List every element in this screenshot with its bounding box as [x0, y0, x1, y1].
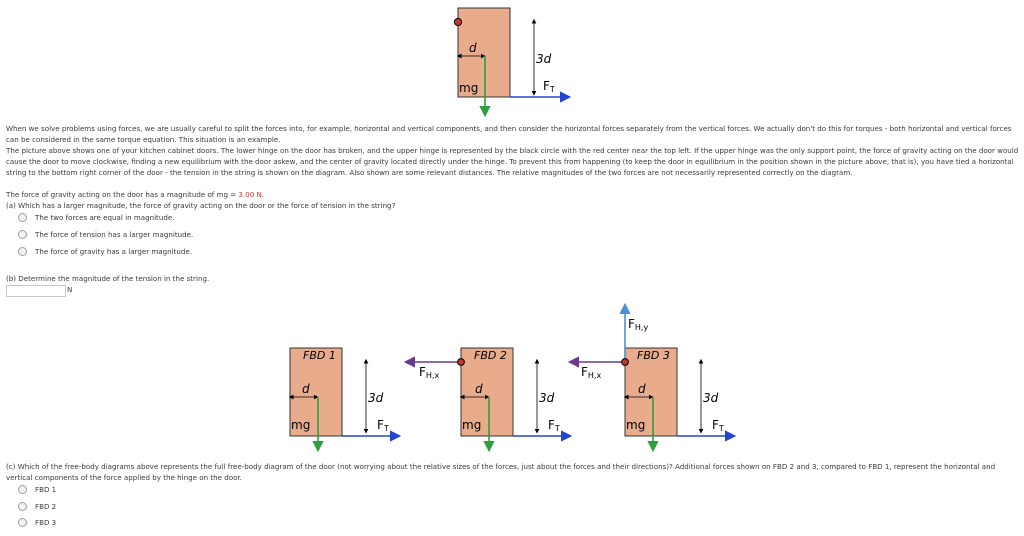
fbd-2 [407, 348, 569, 449]
part-a-option-1[interactable]: The two forces are equal in magnitude. [18, 213, 174, 222]
ft-label: FT [377, 418, 389, 433]
fhx-label: FH,x [581, 365, 602, 380]
part-b-question: (b) Determine the magnitude of the tension in the string. [6, 274, 210, 283]
part-c-option-1[interactable]: FBD 1 [18, 485, 56, 494]
radio-button[interactable] [18, 247, 27, 256]
3d-label: 3d [703, 391, 719, 405]
3d-label: 3d [539, 391, 555, 405]
radio-button[interactable] [18, 518, 27, 527]
d-label: d [475, 382, 483, 396]
3d-label: 3d [368, 391, 384, 405]
gravity-statement: The force of gravity acting on the door has a magnitude of mg = 3.00 N. [6, 190, 265, 199]
fbd-diagrams [280, 296, 750, 454]
part-c-question: (c) Which of the free-body diagrams above represents the full free-body diagram of the door (not worrying about the relative sizes of the forces, just about the forces and their directions)? Additional forces shown on FBD 2 and 3, compared to FBD 1, represent the horizontal and vertical components of the force applied by the hinge on the door. [6, 462, 996, 483]
fhx-label: FH,x [419, 365, 440, 380]
part-a-option-3[interactable]: The force of gravity has a larger magnitude. [18, 247, 192, 256]
ft-label: FT [548, 418, 560, 433]
d-label: d [638, 382, 646, 396]
fbd-title: FBD 3 [637, 349, 670, 362]
hinge-dot [458, 359, 465, 366]
tension-answer-input[interactable] [6, 285, 66, 297]
ft-label: FT [543, 79, 555, 94]
mg-label: mg [291, 418, 311, 432]
d-label: d [302, 382, 310, 396]
mg-label: mg [459, 81, 479, 95]
door-diagram-main [440, 0, 590, 118]
unit-label: N [67, 285, 73, 294]
fhy-label: FH,y [628, 317, 649, 332]
gravity-value: 3.00 N [238, 190, 262, 199]
radio-button[interactable] [18, 502, 27, 511]
part-a-option-2[interactable]: The force of tension has a larger magnitude. [18, 230, 193, 239]
3d-label: 3d [536, 52, 552, 66]
hinge-dot [454, 18, 461, 25]
mg-label: mg [626, 418, 646, 432]
intro-paragraph-2: The picture above shows one of your kitchen cabinet doors. The lower hinge on the door has broken, and the upper hinge is represented by the black circle with the red center near the top left. If the upper hinge was the only support point, the force of gravity acting on the door would cause the door to move clockwise, finding a new equilibrium with the door askew, and the center of gravity located directly under the hinge. To prevent this from happening (to keep the door in equilibrium in the position shown in the picture above, that is), you have tied a horizontal string to the bottom right corner of the door - the tension in the string is shown on the diagram. Also shown are some relevant distances. The relative magnitudes of the two forces are not necessarily represented correctly on the diagram. [6, 146, 1019, 178]
hinge-dot [622, 359, 629, 366]
ft-label: FT [712, 418, 724, 433]
radio-button[interactable] [18, 213, 27, 222]
intro-paragraph-1: When we solve problems using forces, we are usually careful to split the forces into, for example, horizontal and vertical components, and then consider the horizontal forces separately from the vertical forces. We actually don't do this for torques - both horizontal and vertical forces can be considered in the same torque equation. This situation is an example. [6, 124, 1012, 145]
fbd-1 [290, 348, 398, 449]
radio-button[interactable] [18, 485, 27, 494]
mg-label: mg [462, 418, 482, 432]
radio-button[interactable] [18, 230, 27, 239]
part-c-option-3[interactable]: FBD 3 [18, 518, 56, 527]
fbd-title: FBD 2 [474, 349, 507, 362]
d-label: d [469, 41, 477, 55]
part-c-option-2[interactable]: FBD 2 [18, 502, 56, 511]
part-a-question: (a) Which has a larger magnitude, the force of gravity acting on the door or the force of tension in the string? [6, 201, 396, 210]
fbd-3 [571, 306, 733, 449]
fbd-title: FBD 1 [303, 349, 336, 362]
